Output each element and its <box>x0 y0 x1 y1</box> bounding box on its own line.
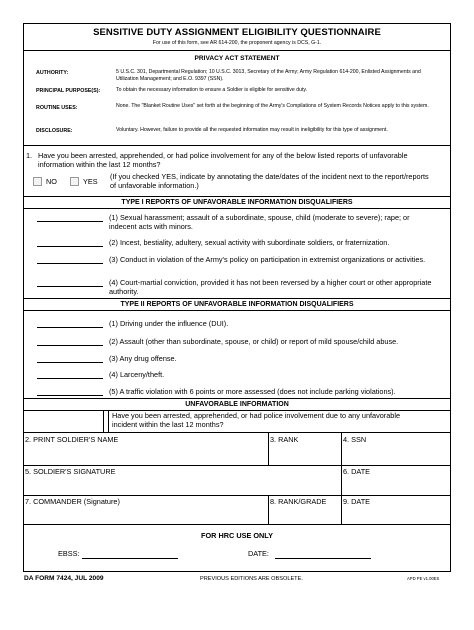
no-checkbox[interactable] <box>33 177 42 186</box>
type1-date-field-3[interactable] <box>37 263 103 264</box>
type2-heading: TYPE II REPORTS OF UNFAVORABLE INFORMATION DISQUALIFIERS <box>120 301 354 308</box>
soldier-name-label: 2. PRINT SOLDIER'S NAME <box>25 435 119 444</box>
date-label-6: 6. DATE <box>343 467 371 476</box>
type2-item-5: (5) A traffic violation with 6 points or more assessed (does not include parking violations). <box>109 387 396 396</box>
type1-item-1: (1) Sexual harassment; assault of a subordinate, spouse, child (moderate to severe); rape; or indecent acts with minors. <box>109 213 410 231</box>
divider <box>23 398 451 399</box>
authority-label: AUTHORITY: <box>36 70 69 76</box>
form-title: SENSITIVE DUTY ASSIGNMENT ELIGIBILITY QUESTIONNAIRE <box>93 27 381 38</box>
ssn-input[interactable] <box>343 444 449 463</box>
type1-date-field-2[interactable] <box>37 246 103 247</box>
hrc-heading: FOR HRC USE ONLY <box>201 531 273 540</box>
q1-text: Have you been arrested, apprehended, or had police involvement for any of the below listed reports of unfavorable information within the last 12 months? <box>38 151 408 169</box>
authority-text: 5 U.S.C. 301, Departmental Regulation; 10 U.S.C. 3013, Secretary of the Army; Army Regulation 614-200, Enlisted Assignments and Utilization Management; and E.O. 9397 (SSN). <box>116 69 421 82</box>
divider <box>23 495 451 496</box>
soldier-signature-input[interactable] <box>25 476 338 493</box>
divider <box>108 410 109 432</box>
type2-date-field-1[interactable] <box>37 327 103 328</box>
divider <box>23 310 451 311</box>
date-label-9: 9. DATE <box>343 497 371 506</box>
hrc-date-label: DATE: <box>248 549 269 558</box>
rank-grade-input[interactable] <box>270 506 338 522</box>
form-id: DA FORM 7424, JUL 2009 <box>24 575 104 582</box>
unfavorable-heading: UNFAVORABLE INFORMATION <box>185 401 289 408</box>
soldier-name-input[interactable] <box>25 444 265 463</box>
version-label: APD PE v1.00ES <box>407 576 440 581</box>
divider <box>268 495 269 524</box>
divider <box>103 410 104 432</box>
type2-item-1: (1) Driving under the influence (DUI). <box>109 319 229 328</box>
commander-signature-label: 7. COMMANDER (Signature) <box>25 497 120 506</box>
ebss-input[interactable] <box>82 558 178 559</box>
ebss-label: EBSS: <box>58 549 80 558</box>
privacy-heading: PRIVACY ACT STATEMENT <box>194 55 280 62</box>
type2-item-2: (2) Assault (other than subordinate, spouse, or child) or report of mild spouse/child abuse. <box>109 337 399 346</box>
date-input-9[interactable] <box>343 506 449 522</box>
type1-item-3: (3) Conduct in violation of the Army's policy on participation in extremist organizations or activities. <box>109 255 426 264</box>
divider <box>23 298 451 299</box>
type2-item-3: (3) Any drug offense. <box>109 354 177 363</box>
no-label: NO <box>46 177 57 186</box>
divider <box>23 145 451 146</box>
divider <box>23 196 451 197</box>
routine-uses-text: None. The "Blanket Routine Uses" set forth at the beginning of the Army's Compilations of System Records Notices apply to this system. <box>116 103 429 109</box>
routine-uses-label: ROUTINE USES: <box>36 105 78 111</box>
divider <box>268 432 269 465</box>
type2-date-field-3[interactable] <box>37 362 103 363</box>
divider <box>341 495 342 524</box>
divider <box>23 50 451 51</box>
divider <box>23 524 451 525</box>
rank-grade-label: 8. RANK/GRADE <box>270 497 327 506</box>
type2-item-4: (4) Larceny/theft. <box>109 370 165 379</box>
unfavorable-question: Have you been arrested, apprehended, or had police involvement due to any unfavorable incident within the last 12 months? <box>112 411 401 429</box>
ssn-label: 4. SSN <box>343 435 367 444</box>
type2-date-field-2[interactable] <box>37 345 103 346</box>
purpose-label: PRINCIPAL PURPOSE(S): <box>36 88 101 94</box>
date-input-6[interactable] <box>343 476 449 493</box>
disclosure-text: Voluntary. However, failure to provide all the requested information may result in ineligibility for this type of assignment. <box>116 127 388 133</box>
divider <box>341 465 342 495</box>
hrc-date-input[interactable] <box>275 558 371 559</box>
obsolete-notice: PREVIOUS EDITIONS ARE OBSOLETE. <box>200 576 303 582</box>
form-subtitle: For use of this form, see AR 614-200, the proponent agency is DCS, G-1. <box>152 40 322 46</box>
rank-input[interactable] <box>270 444 338 463</box>
type1-heading: TYPE I REPORTS OF UNFAVORABLE INFORMATION DISQUALIFIERS <box>121 199 353 206</box>
type2-date-field-5[interactable] <box>37 395 103 396</box>
divider <box>23 465 451 466</box>
type1-date-field-1[interactable] <box>37 221 103 222</box>
type2-date-field-4[interactable] <box>37 378 103 379</box>
divider <box>23 208 451 209</box>
disclosure-label: DISCLOSURE: <box>36 128 73 134</box>
commander-signature-input[interactable] <box>25 506 265 522</box>
type1-date-field-4[interactable] <box>37 286 103 287</box>
q1-number: 1. <box>26 151 33 160</box>
divider <box>341 432 342 465</box>
rank-label: 3. RANK <box>270 435 299 444</box>
soldier-signature-label: 5. SOLDIER'S SIGNATURE <box>25 467 116 476</box>
type1-item-2: (2) Incest, bestiality, adultery, sexual activity with subordinate soldiers, or fraternization. <box>109 238 390 247</box>
yes-label: YES <box>83 177 98 186</box>
purpose-text: To obtain the necessary information to ensure a Soldier is eligible for sensitive duty. <box>116 87 308 93</box>
q1-instruction: (If you checked YES, indicate by annotating the date/dates of the incident next to the report/reports of unfavorable information.) <box>110 172 429 190</box>
divider <box>23 432 451 433</box>
type1-item-4: (4) Court-martial conviction, provided it has not been reversed by a higher court or other appropriate authority. <box>109 278 432 296</box>
yes-checkbox[interactable] <box>70 177 79 186</box>
